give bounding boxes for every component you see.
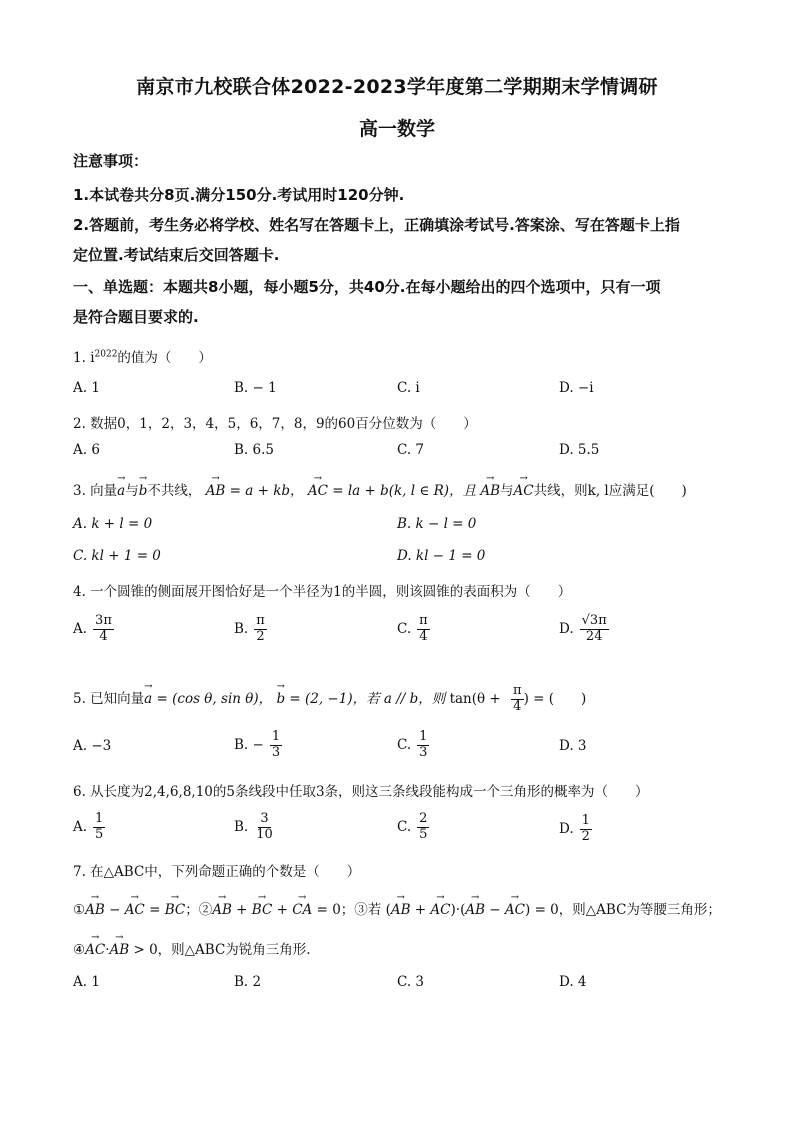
q4-option-d [559, 614, 609, 645]
q7-vec-ca: → CA [292, 902, 312, 918]
q4-d-denominator: 24 [585, 628, 603, 644]
q3-vec-ab: → AB [206, 483, 226, 499]
question-1 [73, 346, 212, 366]
q5-c-fraction [417, 730, 429, 761]
q7-statement-4 [73, 938, 311, 958]
q4-c-label: C. [397, 620, 412, 637]
notes-heading: 注意事项： [73, 152, 149, 170]
question-5 [73, 684, 586, 715]
q2-option-d: D. 5.5 [559, 442, 600, 458]
q5-option-a: A. −3 [73, 738, 112, 754]
q7-statements-1-3 [73, 898, 721, 918]
q3-eq2: = la + b(k, l ∈ R)，且 [327, 483, 477, 499]
q3-eq1: = a + kb， [225, 483, 304, 499]
q7-plus-3: + [410, 902, 431, 918]
q7-vec-bc-2: → BC [252, 902, 273, 918]
q4-a-label: A. [73, 620, 88, 637]
q3-tail: 共线，则k, l应满足( ) [533, 483, 687, 499]
q6-c-denominator: 5 [419, 826, 428, 842]
q7-minus-1: − [104, 902, 125, 918]
q3-with: 与 [125, 483, 139, 499]
q6-d-fraction [580, 814, 592, 845]
q7-vec-ac: → AC [125, 902, 145, 918]
q7-vec-bc: → BC [165, 902, 186, 918]
q7-minus-2: − [485, 902, 505, 918]
q7-option-d: D. 4 [559, 974, 587, 990]
q5-vec-a: → a [144, 691, 152, 707]
q7-mark-2: ；② [185, 902, 213, 918]
q3-vec-b: → b [139, 483, 148, 499]
q5-tan-numerator: π [513, 683, 522, 698]
q5-option-d: D. 3 [559, 738, 587, 754]
q7-option-a: A. 1 [73, 974, 100, 990]
note-2-line-2: 定位置.考试结束后交回答题卡. [73, 246, 280, 264]
q1-number: 1. [73, 350, 86, 366]
q2-option-b: B. 6.5 [234, 442, 274, 458]
q6-b-label: B. [234, 818, 249, 835]
q1-option-c: C. i [397, 380, 420, 396]
question-3 [73, 479, 687, 499]
q5-c-numerator: 1 [419, 729, 428, 744]
q7-dot-product: )·( [450, 902, 466, 918]
q7-vec-ab-2: → AB [212, 902, 232, 918]
q2-option-a: A. 6 [73, 442, 100, 458]
q6-a-numerator: 1 [95, 811, 104, 826]
q5-b-value: = (2, −1)，若 a // b，则 [285, 690, 446, 707]
q7-zero-and-mark-3: = 0；③若 ( [312, 902, 391, 918]
q5-option-b [234, 730, 282, 761]
exam-title: 南京市九校联合体2022-2023学年度第二学期期末学情调研 [136, 76, 658, 98]
q5-tan-denominator: 4 [513, 698, 522, 714]
q3-vec-a: → a [117, 483, 125, 499]
q6-b-denominator: 10 [256, 826, 273, 842]
q5-tan: tan(θ + [449, 690, 506, 707]
q3-vec-ac: → AC [308, 483, 328, 499]
q5-tail: ) = ( ) [523, 690, 587, 707]
q7-dot: · [105, 942, 110, 958]
q7-statement-4-tail: > 0，则△ABC为锐角三角形. [129, 942, 311, 958]
q4-a-numerator: 3π [95, 613, 112, 628]
q4-a-denominator: 4 [99, 628, 108, 644]
q4-b-denominator: 2 [256, 628, 265, 644]
q7-vec-ab: → AB [85, 902, 105, 918]
q5-a-value: = (cos θ, sin θ)， [152, 690, 273, 707]
q7-mark-4: ④ [73, 942, 86, 958]
q5-b-label: B. − [234, 736, 264, 753]
q6-option-d [559, 814, 592, 845]
q1-option-a: A. 1 [73, 380, 100, 396]
q4-b-fraction [254, 614, 267, 645]
q7-vec-ab-4: → AB [465, 902, 485, 918]
q4-b-label: B. [234, 620, 249, 637]
q7-option-b: B. 2 [234, 974, 262, 990]
q7-plus-2: + [272, 902, 293, 918]
q6-a-fraction [93, 812, 105, 843]
q6-c-fraction [417, 812, 429, 843]
q4-option-c [397, 614, 430, 645]
q4-option-b [234, 614, 267, 645]
q6-b-numerator: 3 [260, 811, 269, 826]
q4-option-a [73, 614, 114, 645]
q3-vec-ac-2: → AC [514, 483, 534, 499]
q6-option-c [397, 812, 429, 843]
q6-c-numerator: 2 [419, 811, 428, 826]
q7-vec-ab-3: → AB [391, 902, 411, 918]
q3-prefix: 3. 向量 [73, 483, 118, 499]
q5-b-fraction [270, 730, 282, 761]
q5-option-c [397, 730, 429, 761]
q7-vec-ac-3: → AC [430, 902, 450, 918]
note-2-line-1: 2.答题前，考生务必将学校、姓名写在答题卡上，正确填涂考试号.答案涂、写在答题卡上指 [73, 216, 680, 234]
section-heading-line-1: 一、单选题：本题共8小题，每小题5分，共40分.在每小题给出的四个选项中，只有一项 [73, 278, 661, 296]
q3-option-b: B. k − l = 0 [397, 516, 477, 532]
q7-mark-1: ① [73, 902, 86, 918]
q5-b-numerator: 1 [271, 729, 281, 744]
q6-b-fraction [254, 812, 275, 843]
q6-option-a [73, 812, 105, 843]
q7-vec-ac-5: → AC [85, 942, 105, 958]
note-1: 1.本试卷共分8页.满分150分.考试用时120分钟. [73, 186, 405, 204]
exam-subject: 高一数学 [358, 118, 435, 140]
q1-option-b: B. − 1 [234, 380, 277, 396]
q1-option-d: D. −i [559, 380, 594, 396]
q3-vec-ab-2: → AB [480, 483, 500, 499]
q1-base: i [90, 350, 95, 366]
q3-noncollinear: 不共线， [147, 483, 202, 499]
q6-option-b [234, 812, 275, 843]
q1-exponent: 2022 [94, 349, 118, 360]
q5-tan-fraction [511, 684, 524, 715]
q5-c-denominator: 3 [419, 744, 428, 760]
q6-a-label: A. [73, 818, 88, 835]
q1-text: 的值为（ ） [117, 350, 212, 366]
q6-d-denominator: 2 [581, 828, 590, 844]
section-heading-line-2: 是符合题目要求的. [73, 308, 199, 326]
q4-c-numerator: π [419, 613, 428, 628]
q3-option-a: A. k + l = 0 [73, 516, 153, 532]
q7-vec-ac-4: → AC [505, 902, 525, 918]
q5-vec-b: → b [276, 691, 285, 707]
q7-vec-ab-5: → AB [110, 942, 130, 958]
q4-a-fraction [93, 614, 114, 645]
q6-a-denominator: 5 [95, 826, 104, 842]
q7-plus-1: + [231, 902, 252, 918]
q4-c-denominator: 4 [419, 628, 428, 644]
q6-c-label: C. [397, 818, 412, 835]
question-4: 4. 一个圆锥的侧面展开图恰好是一个半径为1的半圆，则该圆锥的表面积为（ ） [73, 584, 572, 600]
q6-d-numerator: 1 [581, 813, 590, 828]
q4-d-label: D. [559, 620, 574, 637]
q6-d-label: D. [559, 820, 574, 837]
q7-statement-3-tail: ) = 0，则△ABC为等腰三角形； [525, 902, 721, 918]
question-7: 7. 在△ABC中，下列命题正确的个数是（ ） [73, 864, 361, 880]
q3-option-c: C. kl + 1 = 0 [73, 548, 161, 564]
q4-d-numerator: √3π [581, 613, 607, 628]
q5-prefix: 5. 已知向量 [73, 690, 145, 707]
q4-c-fraction [417, 614, 430, 645]
q5-b-denominator: 3 [271, 744, 281, 760]
question-2: 2. 数据0，1，2，3，4，5，6，7，8，9的60百分位数为（ ） [73, 416, 477, 432]
question-6: 6. 从长度为2,4,6,8,10的5条线段中任取3条，则这三条线段能构成一个三角形的概率为（ ） [73, 784, 649, 800]
q4-b-numerator: π [256, 613, 265, 628]
q4-d-fraction [580, 614, 609, 645]
q2-option-c: C. 7 [397, 442, 425, 458]
q3-option-d: D. kl − 1 = 0 [397, 548, 486, 564]
q7-equals-1: = [144, 902, 165, 918]
q7-option-c: C. 3 [397, 974, 425, 990]
q3-with-2: 与 [500, 483, 514, 499]
q5-c-label: C. [397, 736, 412, 753]
